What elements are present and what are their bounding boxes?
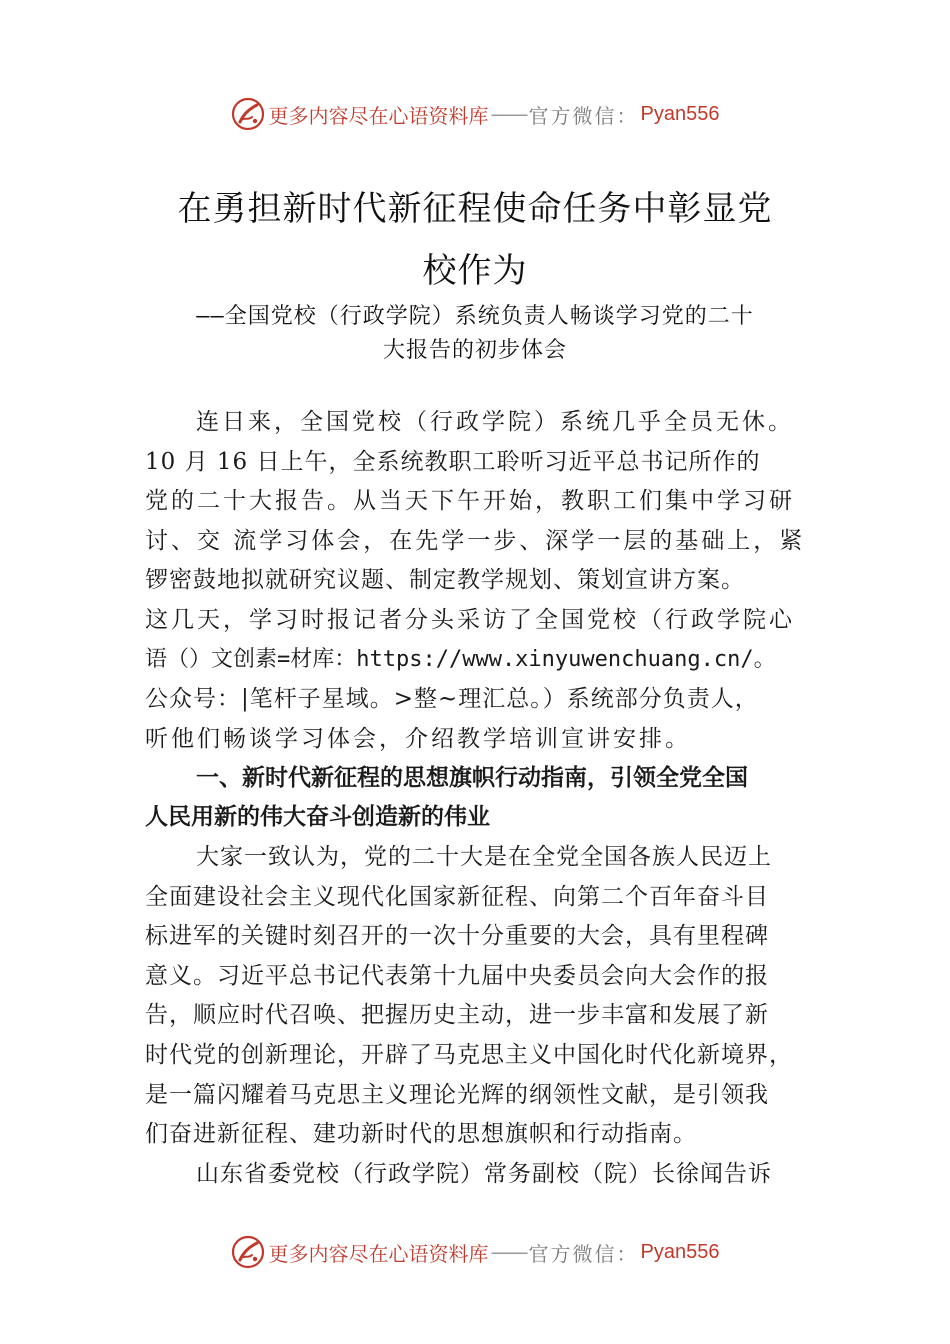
body-line: 公众号：|笔杆子星域。>整~理汇总。）系统部分负责人， xyxy=(145,686,759,712)
body-line: 语（）文创素=材库：https://www.xinyuwenchuang.cn/。 xyxy=(145,647,776,672)
body-line: 全面建设社会主义现代化国家新征程、向第二个百年奋斗目 xyxy=(145,884,769,910)
body-line: 锣密鼓地拟就研究议题、制定教学规划、策划宣讲方案。 xyxy=(145,567,745,593)
document-title-line-2: 校作为 xyxy=(422,251,528,291)
body-line: 山东省委党校（行政学院）常务副校（院）长徐闻告诉 xyxy=(196,1161,772,1187)
banner-wechat-label: 官方微信： xyxy=(528,1241,639,1266)
body-line: 大家一致认为，党的二十大是在全党全国各族人民迈上 xyxy=(196,844,772,870)
body-line: 党的二十大报告。从当天下午开始，教职工们集中学习研 xyxy=(145,488,795,514)
document-title-line-1: 在勇担新时代新征程使命任务中彰显党 xyxy=(177,189,773,229)
brush-logo-icon xyxy=(231,1235,265,1269)
banner-wechat-label: 官方微信： xyxy=(528,103,639,128)
body-line: 连日来，全国党校（行政学院）系统几乎全员无休。 xyxy=(196,409,794,435)
body-line: 标进军的关键时刻召开的一次十分重要的大会，具有里程碑 xyxy=(145,923,769,949)
body-line: 这几天，学习时报记者分头采访了全国党校（行政学院心 xyxy=(145,607,795,633)
section-heading-line-2: 人民用新的伟大奋斗创造新的伟业 xyxy=(145,804,490,830)
banner-brand-text: 更多内容尽在心语资料库 xyxy=(268,1241,489,1266)
banner-wechat-id: Pyan556 xyxy=(640,102,720,125)
banner-dash: —— xyxy=(490,102,527,126)
document-subtitle-line-1: ——全国党校（行政学院）系统负责人畅谈学习党的二十 xyxy=(196,304,754,329)
body-line: 10 月 16 日上午，全系统教职工聆听习近平总书记所作的 xyxy=(145,449,761,475)
banner-wechat-id: Pyan556 xyxy=(640,1240,720,1263)
body-line: 是一篇闪耀着马克思主义理论光辉的纲领性文献，是引领我 xyxy=(145,1082,769,1108)
body-line: 讨、交 流学习体会，在先学一步、深学一层的基础上，紧 xyxy=(145,528,806,554)
section-heading-line-1: 一、新时代新征程的思想旗帜行动指南，引领全党全国 xyxy=(196,765,748,791)
body-line: 听他们畅谈学习体会，介绍教学培训宣讲安排。 xyxy=(145,726,691,752)
watermark-banner-top xyxy=(0,94,950,134)
brush-logo-icon xyxy=(231,97,265,131)
body-line: 们奋进新征程、建功新时代的思想旗帜和行动指南。 xyxy=(145,1121,697,1147)
document-subtitle-line-2: 大报告的初步体会 xyxy=(382,338,567,363)
body-line: 时代党的创新理论，开辟了马克思主义中国化时代化新境界， xyxy=(145,1042,793,1068)
banner-brand-text: 更多内容尽在心语资料库 xyxy=(268,103,489,128)
watermark-banner-bottom xyxy=(0,1232,950,1272)
banner-dash: —— xyxy=(490,1240,527,1264)
body-line: 告，顺应时代召唤、把握历史主动，进一步丰富和发展了新 xyxy=(145,1002,769,1028)
body-line: 意义。习近平总书记代表第十九届中央委员会向大会作的报 xyxy=(145,963,769,989)
